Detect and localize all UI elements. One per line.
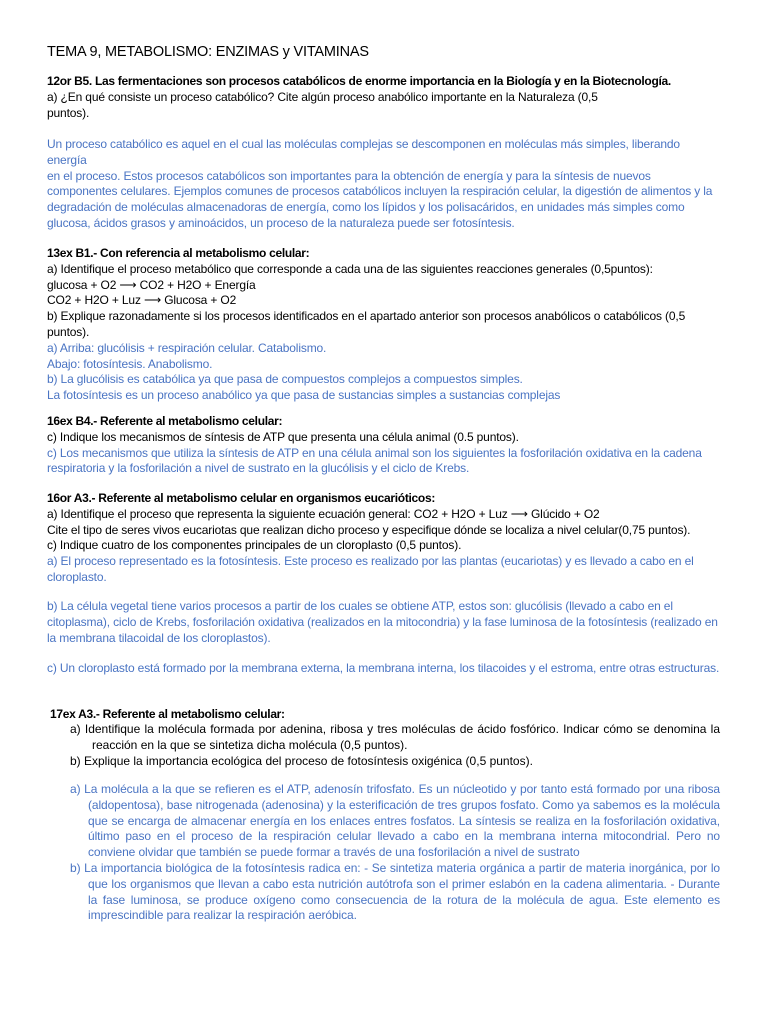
section-16or-a3	[47, 491, 721, 586]
answer-line: componentes celulares. Ejemplos comunes de procesos catabólicos incluyen la respiración celular, la digestión de alimentos y la	[47, 184, 713, 199]
question-line: b) Explique razonadamente si los procesos identificados en el apartado anterior son procesos anabólicos o catabólicos (0,5	[47, 309, 686, 324]
answer-line: a) El proceso representado es la fotosíntesis. Este proceso es realizado por las plantas (eucariotas) y es llevado a cabo en el	[47, 554, 694, 569]
section-17ex-a3-heading	[50, 707, 724, 723]
answer-16or-a3-b	[47, 599, 721, 646]
question-line: a) Identifique el proceso metabólico que corresponde a cada una de las siguientes reacciones generales (0,5puntos):	[47, 261, 653, 276]
section-13ex-b1	[47, 246, 721, 404]
question-item: b) Explique la importancia ecológica del proceso de fotosíntesis oxigénica (0,5 puntos).	[70, 753, 533, 768]
answer-line: c) Los mecanismos que utiliza la síntesis de ATP en una célula animal son los siguientes la fosforilación oxidativa en la cadena	[47, 445, 702, 460]
answer-item: b) La importancia biológica de la fotosíntesis radica en: - Se sintetiza materia orgánica a partir de materia inorgánica, por lo que los organismos que llevan a cabo esta nutrición autótrofa son el primer eslabón en la cadena alimentaria. - Durante la fase luminosa, se produce oxígeno como consecuencia de la rotura de la molécula de agua. Este elemento es imprescindible para realizar la respiración aeróbica.	[70, 860, 720, 923]
answer-line: degradación de moléculas almacenadoras de energía, como los lípidos y los polisacáridos, en unidades más simples como	[47, 200, 685, 215]
question-item: a) Identifique la molécula formada por adenina, ribosa y tres moléculas de ácido fosfórico. Indicar cómo se denomina la reacción en la que se sintetiza dicha molécula (0,5 puntos).	[70, 722, 720, 752]
answer-16or-a3-c	[47, 661, 721, 677]
answer-12or-b5	[47, 137, 721, 232]
page-title: TEMA 9, METABOLISMO: ENZIMAS y VITAMINAS	[47, 44, 369, 60]
section-heading: 16ex B4.- Referente al metabolismo celular:	[47, 414, 283, 428]
answer-line: cloroplasto.	[47, 569, 107, 584]
section-heading: 16or A3.- Referente al metabolismo celular en organismos eucarióticos:	[47, 491, 436, 505]
answer-line: La fotosíntesis es un proceso anabólico ya que pasa de sustancias simples a sustancias complejas	[47, 388, 561, 403]
section-heading: 13ex B1.- Con referencia al metabolismo celular:	[47, 246, 310, 260]
question-line: c) Indique cuatro de los componentes principales de un cloroplasto (0,5 puntos).	[47, 538, 462, 553]
answer-line: c) Un cloroplasto está formado por la membrana externa, la membrana interna, los tilacoides y el estroma, entre otras estructuras.	[47, 661, 720, 675]
question-line: Cite el tipo de seres vivos eucariotas que realizan dicho proceso y especifique dónde se localiza a nivel celular(0,75 puntos).	[47, 522, 691, 537]
section-12or-b5	[47, 74, 721, 121]
question-line: c) Indique los mecanismos de síntesis de ATP que presenta una célula animal (0.5 puntos).	[47, 429, 519, 444]
answer-item: a) La molécula a la que se refieren es el ATP, adenosín trifosfato. Es un núcleotido y por tanto está formado por una ribosa (aldopentosa), base nitrogenada (adenosina) y la esterificación de tres grupos fosfato. Como ya sabemos es la molécula que se encarga de almacenar energía en los enlaces entres fosfatos. La síntesis se realiza en la fosforilación oxidativa, último paso en el proceso de la respiración celular llevado a cabo en la membrana interna mitocondrial. Pero no conviene olvidar que también se puede formar a través de una fosforilación a nivel de sustrato	[70, 782, 720, 860]
section-heading: 17ex A3.- Referente al metabolismo celular:	[50, 707, 285, 721]
answer-line: respiratoria y la fosforilación a nivel de sustrato en la glucólisis y el ciclo de Krebs.	[47, 461, 470, 476]
question-line: puntos).	[47, 324, 90, 339]
questions-17ex-a3	[70, 722, 720, 769]
question-line: CO2 + H2O + Luz ⟶ Glucosa + O2	[47, 293, 237, 308]
question-line: glucosa + O2 ⟶ CO2 + H2O + Energía	[47, 277, 256, 292]
question-line: a) Identifique el proceso que representa la siguiente ecuación general: CO2 + H2O + Luz ⟶ Glúcido + O2	[47, 506, 600, 521]
answers-17ex-a3	[70, 782, 720, 924]
answer-line: b) La célula vegetal tiene varios procesos a partir de los cuales se obtiene ATP, estos son: glucólisis (llevado a cabo en el	[47, 599, 673, 613]
answer-line: b) La glucólisis es catabólica ya que pasa de compuestos complejos a compuestos simples.	[47, 372, 523, 387]
section-heading: 12or B5. Las fermentaciones son procesos catabólicos de enorme importancia en la Biología y en la Biotecnología.	[47, 74, 671, 88]
answer-line: a) Arriba: glucólisis + respiración celular. Catabolismo.	[47, 340, 327, 355]
answer-line: Un proceso catabólico es aquel en el cual las moléculas complejas se descomponen en moléculas más simples, liberando energía	[47, 137, 680, 167]
answer-line: citoplasma), ciclo de Krebs, fosforilación oxidativa (realizados en la mitocondria) y la fase luminosa de la fotosíntesis (realizado en	[47, 614, 718, 629]
question-line: a) ¿En qué consiste un proceso catabólico? Cite algún proceso anabólico importante en la Naturaleza (0,5	[47, 89, 598, 104]
answer-line: Abajo: fotosíntesis. Anabolismo.	[47, 356, 213, 371]
answer-line: glucosa, ácidos grasos y aminoácidos, un proceso de la naturaleza puede ser fotosíntesis.	[47, 215, 515, 230]
answer-line: la membrana tilacoidal de los cloroplastos).	[47, 630, 271, 645]
question-line: puntos).	[47, 105, 90, 120]
section-16ex-b4	[47, 414, 721, 477]
answer-line: en el proceso. Estos procesos catabólicos son importantes para la obtención de energía y para la síntesis de nuevos	[47, 168, 651, 183]
